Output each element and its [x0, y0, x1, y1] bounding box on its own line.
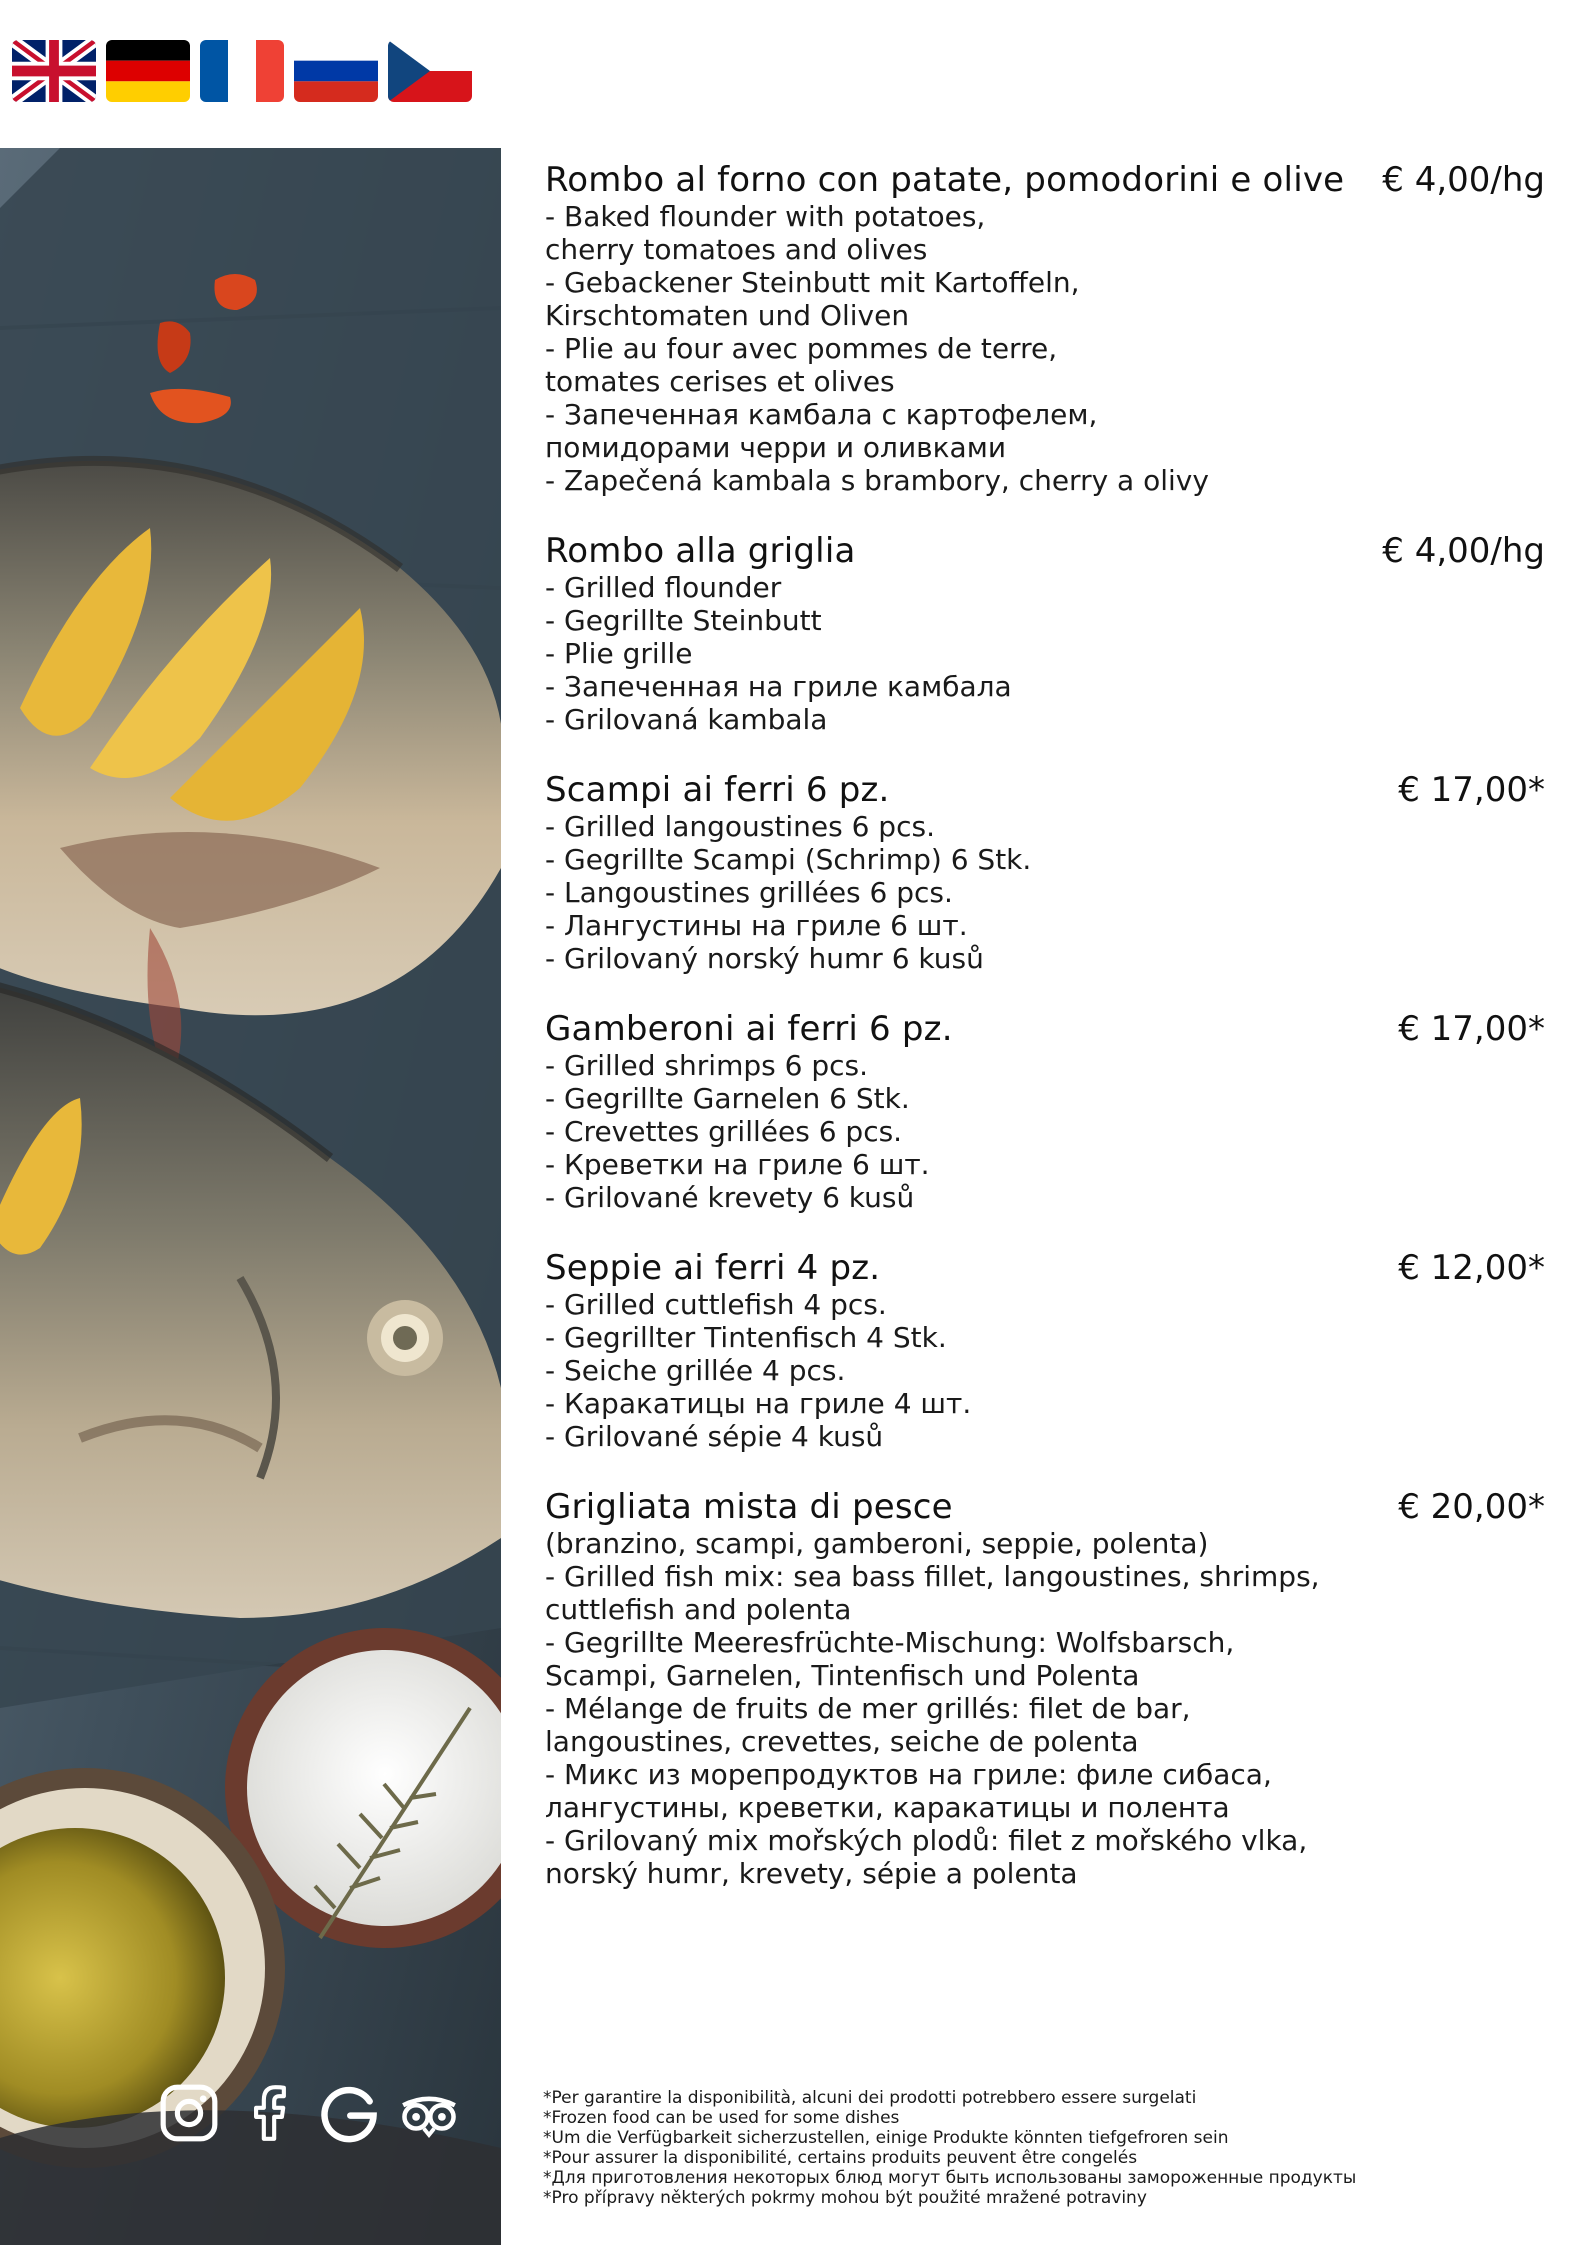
- dish-price: € 20,00*: [1398, 1487, 1545, 1527]
- dish-item: [545, 531, 1545, 736]
- dish-item: [545, 160, 1545, 497]
- czech-flag[interactable]: [388, 40, 472, 102]
- dish-name: Grigliata mista di pesce: [545, 1487, 953, 1527]
- dish-name: Rombo al forno con patate, pomodorini e olive: [545, 160, 1345, 200]
- dish-item: [545, 770, 1545, 975]
- description-line: - Gegrillte Garnelen 6 Stk.: [545, 1082, 910, 1115]
- description-line: помидорами черри и оливками: [545, 431, 1007, 464]
- description-line: - Grilované sépie 4 kusů: [545, 1420, 884, 1453]
- dish-description: [545, 810, 1335, 975]
- tripadvisor-icon[interactable]: [398, 2082, 460, 2144]
- dish-description: [545, 1527, 1335, 1890]
- dish-description: [545, 1288, 1335, 1453]
- description-line: norský humr, krevety, sépie a polenta: [545, 1857, 1078, 1890]
- description-line: - Grilled shrimps 6 pcs.: [545, 1049, 868, 1082]
- description-line: - Лангустины на гриле 6 шт.: [545, 909, 968, 942]
- note-line: *Per garantire la disponibilità, alcuni dei prodotti potrebbero essere surgelati: [543, 2088, 1197, 2108]
- dish-description: [545, 1049, 1335, 1214]
- description-line: - Mélange de fruits de mer grillés: filet de bar,: [545, 1692, 1191, 1725]
- instagram-icon[interactable]: [158, 2082, 220, 2144]
- dish-price: € 17,00*: [1398, 1009, 1545, 1049]
- description-line: - Crevettes grillées 6 pcs.: [545, 1115, 903, 1148]
- frozen-food-notes: [543, 2088, 1543, 2208]
- dish-price: € 12,00*: [1398, 1248, 1545, 1288]
- description-line: tomates cerises et olives: [545, 365, 895, 398]
- description-line: - Grilovaná kambala: [545, 703, 828, 736]
- dish-description: [545, 571, 1335, 736]
- description-line: - Plie grille: [545, 637, 693, 670]
- dish-name: Rombo alla griglia: [545, 531, 856, 571]
- dish-name: Seppie ai ferri 4 pz.: [545, 1248, 881, 1288]
- dish-description: [545, 200, 1335, 497]
- description-line: - Langoustines grillées 6 pcs.: [545, 876, 953, 909]
- description-line: - Grilovaný norský humr 6 kusů: [545, 942, 984, 975]
- description-line: - Gegrillte Meeresfrüchte-Mischung: Wolfsbarsch,: [545, 1626, 1235, 1659]
- description-line: - Gegrillte Steinbutt: [545, 604, 822, 637]
- dish-item: [545, 1248, 1545, 1453]
- description-line: langoustines, crevettes, seiche de polenta: [545, 1725, 1139, 1758]
- description-line: Kirschtomaten und Oliven: [545, 299, 910, 332]
- description-line: - Grilled cuttlefish 4 pcs.: [545, 1288, 887, 1321]
- social-links: [158, 2082, 460, 2144]
- description-line: - Gegrillte Scampi (Schrimp) 6 Stk.: [545, 843, 1032, 876]
- dish-name: Scampi ai ferri 6 pz.: [545, 770, 890, 810]
- menu-list: [545, 160, 1545, 1924]
- dish-name: Gamberoni ai ferri 6 pz.: [545, 1009, 953, 1049]
- description-line: - Микс из морепродуктов на гриле: филе сибаса,: [545, 1758, 1272, 1791]
- description-line: - Запеченная на гриле камбала: [545, 670, 1012, 703]
- note-line: *Для приготовления некоторых блюд могут быть использованы замороженные продукты: [543, 2168, 1357, 2188]
- note-line: *Um die Verfügbarkeit sicherzustellen, einige Produkte könnten tiefgefroren sein: [543, 2128, 1229, 2148]
- description-line: лангустины, креветки, каракатицы и полента: [545, 1791, 1230, 1824]
- description-line: - Baked flounder with potatoes,: [545, 200, 986, 233]
- description-line: - Grilované krevety 6 kusů: [545, 1181, 915, 1214]
- description-line: - Grilled fish mix: sea bass fillet, langoustines, shrimps,: [545, 1560, 1320, 1593]
- description-line: - Креветки на гриле 6 шт.: [545, 1148, 930, 1181]
- note-line: *Frozen food can be used for some dishes: [543, 2108, 900, 2128]
- facebook-icon[interactable]: [238, 2082, 300, 2144]
- dish-price: € 17,00*: [1398, 770, 1545, 810]
- dish-item: [545, 1009, 1545, 1214]
- description-line: cuttlefish and polenta: [545, 1593, 852, 1626]
- description-line: - Seiche grillée 4 pcs.: [545, 1354, 846, 1387]
- description-line: - Grilovaný mix mořských plodů: filet z mořského vlka,: [545, 1824, 1308, 1857]
- description-line: - Каракатицы на гриле 4 шт.: [545, 1387, 972, 1420]
- france-flag[interactable]: [200, 40, 284, 102]
- dish-item: [545, 1487, 1545, 1890]
- description-line: - Запеченная камбала с картофелем,: [545, 398, 1098, 431]
- description-line: - Grilled langoustines 6 pcs.: [545, 810, 935, 843]
- language-selector: [12, 40, 472, 102]
- description-line: - Gegrillter Tintenfisch 4 Stk.: [545, 1321, 947, 1354]
- google-icon[interactable]: [318, 2082, 380, 2144]
- description-line: - Grilled flounder: [545, 571, 782, 604]
- germany-flag[interactable]: [106, 40, 190, 102]
- description-line: - Plie au four avec pommes de terre,: [545, 332, 1058, 365]
- dish-price: € 4,00/hg: [1382, 531, 1545, 571]
- description-line: Scampi, Garnelen, Tintenfisch und Polenta: [545, 1659, 1140, 1692]
- description-line: cherry tomatoes and olives: [545, 233, 928, 266]
- description-line: - Gebackener Steinbutt mit Kartoffeln,: [545, 266, 1080, 299]
- russia-flag[interactable]: [294, 40, 378, 102]
- note-line: *Pour assurer la disponibilité, certains produits peuvent être congelés: [543, 2148, 1138, 2168]
- dish-price: € 4,00/hg: [1382, 160, 1545, 200]
- uk-flag[interactable]: [12, 40, 96, 102]
- description-line: - Zapečená kambala s brambory, cherry a olivy: [545, 464, 1209, 497]
- note-line: *Pro přípravy některých pokrmy mohou být použité mražené potraviny: [543, 2188, 1147, 2208]
- description-line: (branzino, scampi, gamberoni, seppie, polenta): [545, 1527, 1209, 1560]
- grilled-fish-photo: [0, 148, 501, 2245]
